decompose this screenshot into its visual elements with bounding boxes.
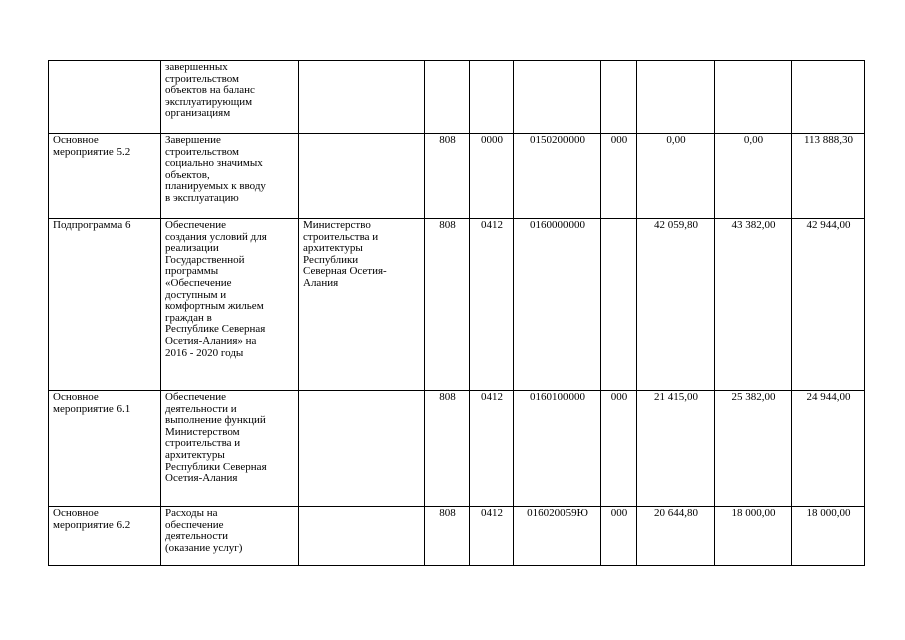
row-executor-cell bbox=[299, 507, 425, 566]
row-year2-cell: 0,00 bbox=[715, 134, 792, 219]
budget-table bbox=[48, 60, 865, 566]
row-year2-cell bbox=[715, 61, 792, 134]
row-description-cell: завершенных строительством объектов на баланс эксплуатирующим организациям bbox=[161, 61, 299, 134]
row-rzpr-cell: 0412 bbox=[470, 391, 514, 507]
row-description-cell: Завершение строительством социально значимых объектов, планируемых к вводу в эксплуатацию bbox=[161, 134, 299, 219]
row-year3-cell: 113 888,30 bbox=[792, 134, 865, 219]
row-name-cell: Основное мероприятие 6.2 bbox=[49, 507, 161, 566]
row-year3-cell: 18 000,00 bbox=[792, 507, 865, 566]
table-row bbox=[49, 61, 865, 134]
table-row bbox=[49, 507, 865, 566]
row-grbs-cell: 808 bbox=[425, 507, 470, 566]
row-executor-cell bbox=[299, 134, 425, 219]
row-vr-cell bbox=[601, 219, 637, 391]
row-description-cell: Расходы на обеспечение деятельности (оказание услуг) bbox=[161, 507, 299, 566]
row-csr-cell: 0150200000 bbox=[514, 134, 601, 219]
row-vr-cell: 000 bbox=[601, 391, 637, 507]
table-row bbox=[49, 219, 865, 391]
row-year3-cell: 42 944,00 bbox=[792, 219, 865, 391]
row-executor-cell bbox=[299, 391, 425, 507]
row-rzpr-cell: 0000 bbox=[470, 134, 514, 219]
row-year3-cell: 24 944,00 bbox=[792, 391, 865, 507]
row-grbs-cell: 808 bbox=[425, 219, 470, 391]
row-grbs-cell bbox=[425, 61, 470, 134]
table-body bbox=[49, 61, 865, 566]
row-csr-cell: 016020059Ю bbox=[514, 507, 601, 566]
row-year1-cell: 21 415,00 bbox=[637, 391, 715, 507]
row-csr-cell: 0160000000 bbox=[514, 219, 601, 391]
row-description-cell: Обеспечение создания условий для реализации Государственной программы «Обеспечение доступным и комфортным жильем граждан в Республике Северная Осетия-Алания» на 2016 - 2020 годы bbox=[161, 219, 299, 391]
table-row bbox=[49, 391, 865, 507]
row-rzpr-cell: 0412 bbox=[470, 219, 514, 391]
row-rzpr-cell bbox=[470, 61, 514, 134]
row-csr-cell: 0160100000 bbox=[514, 391, 601, 507]
row-grbs-cell: 808 bbox=[425, 391, 470, 507]
row-vr-cell: 000 bbox=[601, 134, 637, 219]
table-row bbox=[49, 134, 865, 219]
row-year1-cell: 20 644,80 bbox=[637, 507, 715, 566]
row-year1-cell: 0,00 bbox=[637, 134, 715, 219]
row-name-cell: Основное мероприятие 5.2 bbox=[49, 134, 161, 219]
row-year2-cell: 43 382,00 bbox=[715, 219, 792, 391]
row-grbs-cell: 808 bbox=[425, 134, 470, 219]
row-year2-cell: 18 000,00 bbox=[715, 507, 792, 566]
row-description-cell: Обеспечение деятельности и выполнение функций Министерством строительства и архитектуры Республики Северная Осетия-Алания bbox=[161, 391, 299, 507]
row-vr-cell: 000 bbox=[601, 507, 637, 566]
row-year2-cell: 25 382,00 bbox=[715, 391, 792, 507]
row-csr-cell bbox=[514, 61, 601, 134]
row-rzpr-cell: 0412 bbox=[470, 507, 514, 566]
row-year1-cell: 42 059,80 bbox=[637, 219, 715, 391]
row-vr-cell bbox=[601, 61, 637, 134]
row-executor-cell bbox=[299, 61, 425, 134]
row-name-cell: Основное мероприятие 6.1 bbox=[49, 391, 161, 507]
row-year1-cell bbox=[637, 61, 715, 134]
row-name-cell bbox=[49, 61, 161, 134]
row-name-cell: Подпрограмма 6 bbox=[49, 219, 161, 391]
row-executor-cell: Министерство строительства и архитектуры Республики Северная Осетия- Алания bbox=[299, 219, 425, 391]
row-year3-cell bbox=[792, 61, 865, 134]
